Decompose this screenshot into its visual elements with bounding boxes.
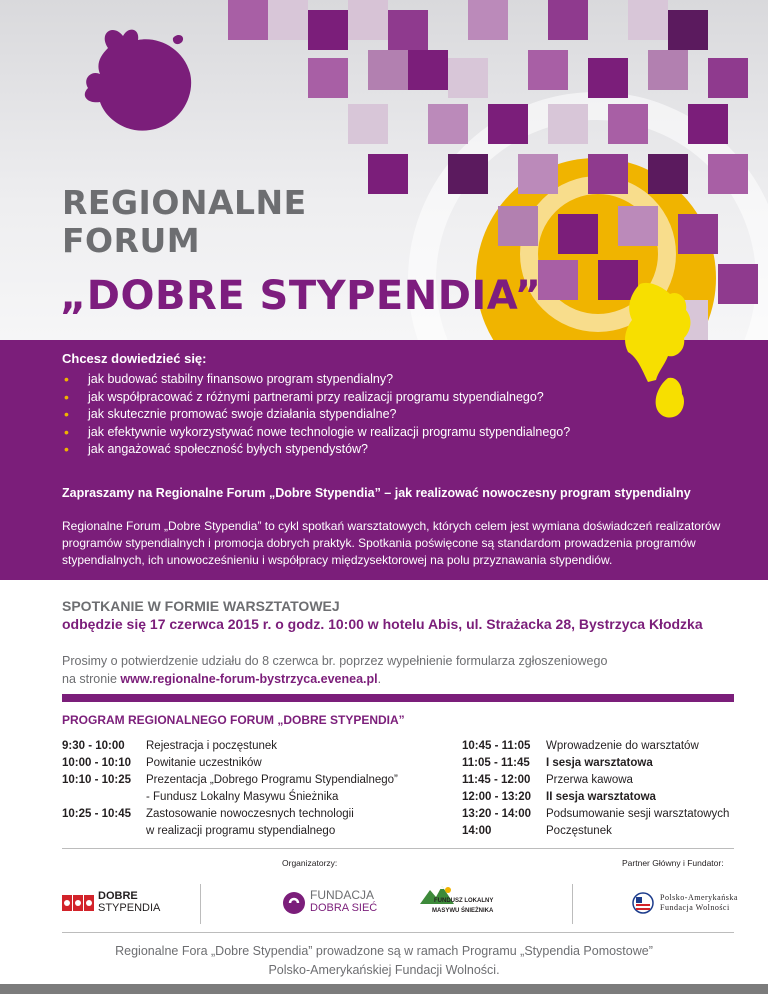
- schedule-event: Zastosowanie nowoczesnych technologii: [146, 808, 354, 820]
- schedule-event: Rejestracja i poczęstunek: [146, 740, 278, 752]
- dobra-siec-logo-line2: DOBRA SIEĆ: [310, 902, 378, 914]
- title-line-forum: FORUM: [62, 221, 201, 260]
- schedule-row: [62, 823, 422, 840]
- list-item: • jak współpracować z różnymi partnerami przy realizacji programu stypendialnego?: [62, 389, 570, 407]
- schedule-time: 14:00: [462, 825, 492, 837]
- list-item: • jak skutecznie promować swoje działania stypendialne?: [62, 406, 570, 424]
- schedule-event: Prezentacja „Dobrego Programu Stypendialnego”: [146, 774, 398, 786]
- pafw-logo-line2: Fundacja Wolności: [660, 903, 730, 912]
- schedule-row: [462, 772, 742, 789]
- dobre-stypendia-logo-line2: STYPENDIA: [98, 902, 161, 914]
- schedule-time: 10:00 - 10:10: [62, 757, 132, 769]
- schedule-time: 10:25 - 10:45: [62, 808, 132, 820]
- schedule-row: [62, 755, 422, 772]
- confirmation-prefix: na stronie: [62, 672, 121, 686]
- fundacja-dobra-siec-logo: [282, 888, 392, 918]
- confirmation-text: [62, 652, 712, 688]
- schedule-event: Wprowadzenie do warsztatów: [546, 740, 699, 752]
- region-map-icon: [620, 280, 704, 430]
- partners-divider: [62, 848, 734, 849]
- fundusz-lokalny-logo-line2: MASYWU ŚNIEŻNIKA: [432, 908, 494, 914]
- pafw-logo: [632, 890, 742, 916]
- dobre-stypendia-logo-line1: DOBRE: [98, 890, 138, 902]
- footer-text: [0, 942, 768, 980]
- invitation-text: Zapraszamy na Regionalne Forum „Dobre Stypendia” – jak realizować nowoczesny program stypendialny: [62, 486, 691, 500]
- program-title: PROGRAM REGIONALNEGO FORUM „DOBRE STYPENDIA”: [62, 713, 405, 727]
- meeting-details: odbędzie się 17 czerwca 2015 r. o godz. 10:00 w hotelu Abis, ul. Strażacka 28, Bystrzyca Kłodzka: [62, 616, 703, 632]
- forum-description: Regionalne Forum „Dobre Stypendia” to cykl spotkań warsztatowych, których celem jest wymiana doświadczeń realizatorów programów stypendialnych i promocja dobrych praktyk. Spotkania poświęcone są standardom prowadzenia programów stypendialnych, ich unowocześnieniu i współpracy międzysektorowej na polu przyznawania stypendiów.: [62, 519, 721, 567]
- dobra-siec-logo-mark: [282, 891, 306, 915]
- schedule-event-cont: - Fundusz Lokalny Masywu Śnieżnika: [146, 791, 339, 803]
- confirmation-line: Prosimy o potwierdzenie udziału do 8 czerwca br. poprzez wypełnienie formularza zgłoszeniowego: [62, 654, 608, 668]
- schedule-left: [62, 738, 422, 840]
- schedule-event: Poczęstunek: [546, 825, 612, 837]
- dobre-stypendia-logo: [62, 890, 172, 916]
- schedule-row: [462, 789, 742, 806]
- organizers-label: Organizatorzy:: [282, 858, 338, 868]
- schedule-row: [462, 806, 742, 823]
- question-list: [62, 371, 570, 459]
- footer-line-2: Polsko-Amerykańskiej Fundacji Wolności.: [268, 963, 500, 977]
- intro-question: Chcesz dowiedzieć się:: [62, 351, 207, 366]
- pafw-logo-line1: Polsko-Amerykańska: [660, 893, 738, 902]
- footer-divider: [62, 932, 734, 933]
- meeting-heading: SPOTKANIE W FORMIE WARSZTATOWEJ: [62, 598, 340, 614]
- schedule-row: [62, 738, 422, 755]
- bottom-bar: [0, 984, 768, 994]
- schedule-row: [62, 806, 422, 823]
- schedule-event: I sesja warsztatowa: [546, 757, 653, 769]
- footer-line-1: Regionalne Fora „Dobre Stypendia” prowadzone są w ramach Programu „Stypendia Pomostowe”: [115, 944, 653, 958]
- list-item: • jak angażować społeczność byłych stypendystów?: [62, 441, 570, 459]
- schedule-row: [462, 738, 742, 755]
- schedule-time: 10:10 - 10:25: [62, 774, 132, 786]
- schedule-time: 10:45 - 11:05: [462, 740, 531, 752]
- schedule-right: [462, 738, 742, 840]
- schedule-row: [462, 755, 742, 772]
- schedule-row: [62, 772, 422, 789]
- schedule-time: 12:00 - 13:20: [462, 791, 532, 803]
- schedule-event: Powitanie uczestników: [146, 757, 262, 769]
- logo-separator: [572, 884, 573, 924]
- fundusz-lokalny-logo: [420, 884, 520, 918]
- schedule-event: Przerwa kawowa: [546, 774, 633, 786]
- registration-link[interactable]: www.regionalne-forum-bystrzyca.evenea.pl: [120, 672, 378, 686]
- program-divider-bar: [62, 694, 734, 702]
- pafw-emblem-icon: [632, 892, 654, 914]
- schedule-event: Podsumowanie sesji warsztatowych: [546, 808, 730, 820]
- list-item: • jak efektywnie wykorzystywać nowe technologie w realizacji programu stypendialnego?: [62, 424, 570, 442]
- page-title: „DOBRE STYPENDIA”: [60, 273, 542, 319]
- title-line-regionalne: REGIONALNE: [62, 183, 307, 222]
- schedule-event-cont: w realizacji programu stypendialnego: [146, 825, 336, 837]
- schedule-time: 9:30 - 10:00: [62, 740, 125, 752]
- fundusz-lokalny-logo-line1: FUNDUSZ LOKALNY: [434, 898, 494, 904]
- schedule-row: [462, 823, 742, 840]
- schedule-time: 13:20 - 14:00: [462, 808, 532, 820]
- ink-splash-icon: [78, 18, 208, 138]
- list-item: • jak budować stabilny finansowo program stypendialny?: [62, 371, 570, 389]
- dobra-siec-logo-line1: FUNDACJA: [310, 888, 375, 902]
- schedule-time: 11:45 - 12:00: [462, 774, 531, 786]
- schedule-time: 11:05 - 11:45: [462, 757, 530, 769]
- dobre-stypendia-logo-mark: [62, 891, 96, 915]
- confirmation-suffix: .: [377, 672, 382, 686]
- schedule-row: [62, 789, 422, 806]
- logo-separator: [200, 884, 201, 924]
- schedule-event: II sesja warsztatowa: [546, 791, 656, 803]
- partner-label: Partner Główny i Fundator:: [622, 858, 724, 868]
